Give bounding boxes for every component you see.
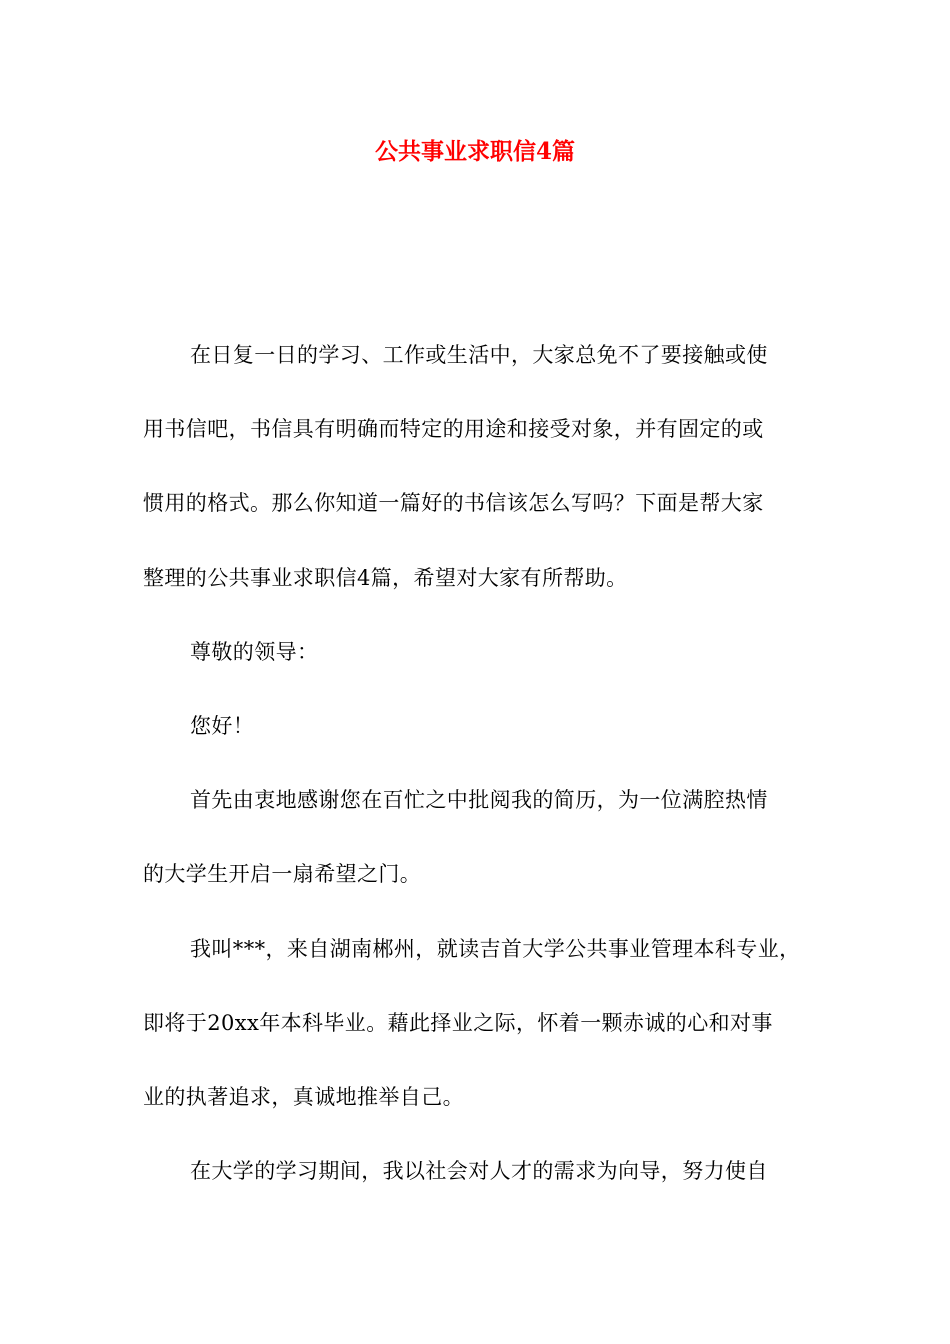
- study-paragraph: 在大学的学习期间，我以社会对人才的需求为向导，努力使自: [190, 1159, 768, 1184]
- document-body: [143, 318, 813, 1208]
- intro-paragraph: 在日复一日的学习、工作或生活中，大家总免不了要接触或使 用书信吧，书信具有明确而特定的用途和接受对象，并有固定的或 惯用的格式。那么你知道一篇好的书信该怎么写吗？下面是帮大家 整理的公共事业求职信4篇，希望对大家有所帮助。: [143, 343, 768, 590]
- greeting: 您好！: [190, 714, 255, 739]
- salutation: 尊敬的领导：: [190, 639, 319, 664]
- self-introduction-paragraph: 我叫***，来自湖南郴州，就读吉首大学公共事业管理本科专业， 即将于20xx年本科毕业。藉此择业之际，怀着一颗赤诚的心和对事 业的执著追求，真诚地推举自己。: [143, 936, 801, 1110]
- thanks-paragraph: 首先由衷地感谢您在百忙之中批阅我的简历，为一位满腔热情 的大学生开启一扇希望之门。: [143, 788, 768, 887]
- document-title: 公共事业求职信4篇: [374, 138, 575, 165]
